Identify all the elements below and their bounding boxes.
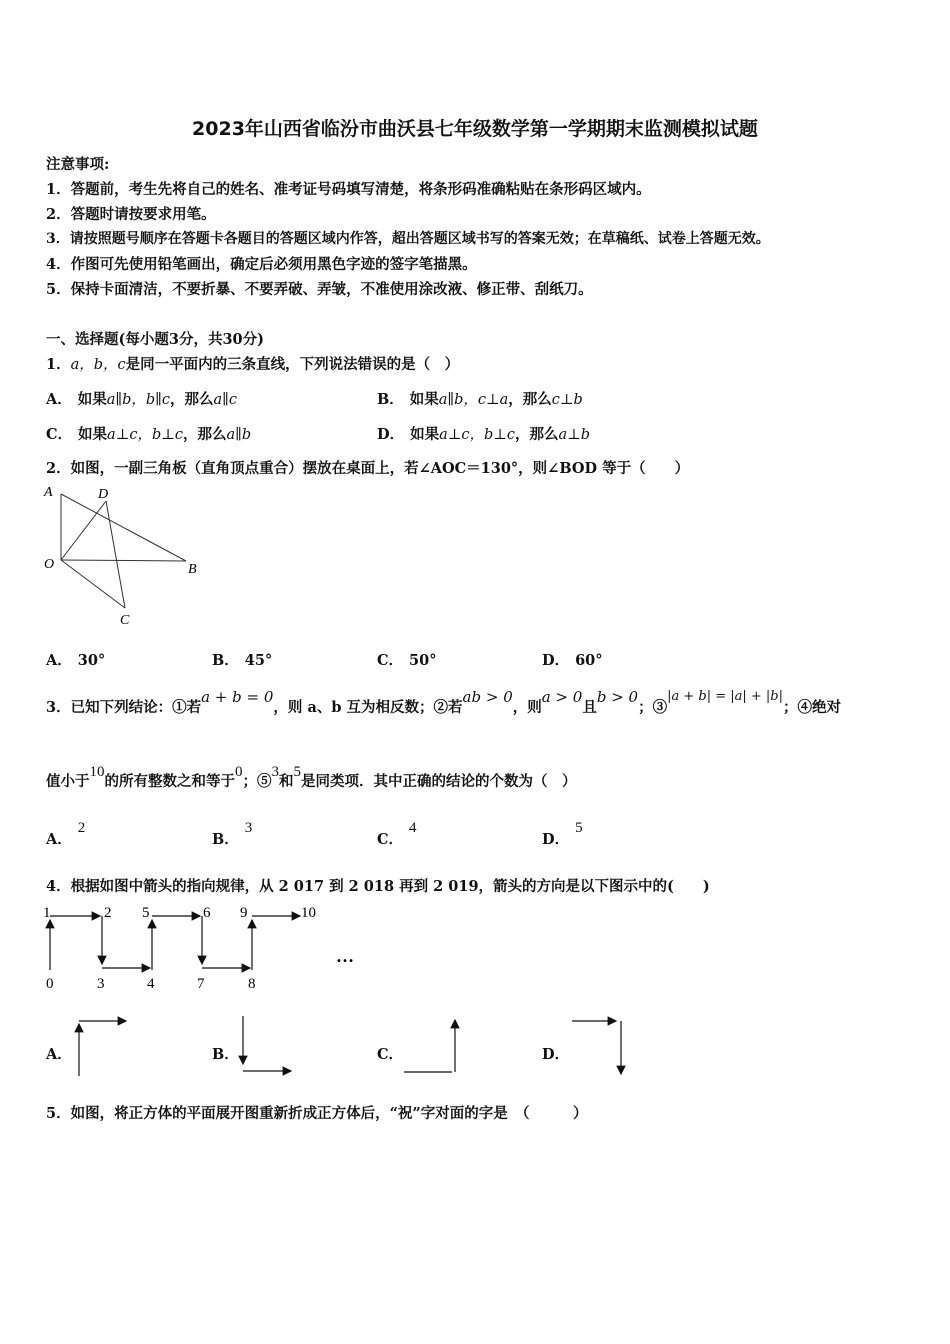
q1-text: 是同一平面内的三条直线，下列说法错误的是（ ）	[125, 356, 460, 373]
option-label: D．	[542, 652, 570, 669]
option-text: 如果	[409, 391, 439, 408]
q4-number: 5	[142, 905, 150, 921]
q3-text: 3．已知下列结论：①若	[46, 699, 202, 716]
q3-math: 5	[293, 764, 301, 780]
option-label: D．	[542, 1046, 570, 1063]
q4-option-c[interactable]	[377, 1043, 403, 1064]
q3-math: ab > 0	[462, 688, 513, 706]
option-text: 如果	[410, 426, 440, 443]
q1-option-a[interactable]	[46, 388, 237, 409]
q3-math: |a + b| = |a| + |b|	[667, 689, 783, 704]
option-text: ，那么	[508, 391, 552, 408]
question-3-stem-line2	[46, 764, 577, 791]
option-label: C．	[377, 1046, 404, 1063]
q4-number: 9	[240, 905, 248, 921]
q3-option-b[interactable]	[212, 820, 253, 849]
section-heading: 一、选择题(每小题3分，共30分)	[46, 331, 264, 348]
option-math: a∥c	[213, 392, 237, 408]
q2-option-c[interactable]	[377, 649, 436, 670]
option-label: C．	[46, 426, 73, 443]
option-math: a⊥b	[558, 427, 591, 443]
q4-option-a[interactable]	[46, 1043, 72, 1064]
q3-math: a > 0	[541, 688, 583, 706]
option-label: B．	[212, 831, 239, 848]
option-text: ，那么	[515, 426, 559, 443]
option-text: ，那么	[170, 391, 214, 408]
option-text: 30°	[77, 652, 106, 669]
option-text: 如果	[77, 391, 107, 408]
page-title: 2023年山西省临汾市曲沃县七年级数学第一学期期末监测模拟试题	[192, 118, 758, 140]
q2-triangle-figure	[40, 482, 220, 632]
q1-number: 1．	[46, 356, 71, 373]
option-label: A．	[46, 652, 72, 669]
option-text: ，那么	[183, 426, 227, 443]
question-5-stem: 5．如图，将正方体的平面展开图重新折成正方体后，“祝”字对面的字是 （ ）	[46, 1105, 588, 1122]
option-text: 如果	[78, 426, 108, 443]
q3-option-c[interactable]	[377, 820, 417, 849]
option-label: D．	[377, 426, 405, 443]
option-math: a∥b，c⊥a	[438, 392, 509, 408]
q3-math: a + b = 0	[201, 688, 274, 706]
question-2-stem: 2．如图，一副三角板（直角顶点重合）摆放在桌面上，若∠AOC＝130°，则∠BOD 等于（ ）	[46, 460, 690, 477]
point-label-o: O	[44, 557, 55, 572]
option-math: c⊥b	[551, 392, 583, 408]
question-3-stem-line1	[46, 688, 841, 717]
q3-text: 且	[582, 699, 597, 716]
q2-option-a[interactable]	[46, 649, 105, 670]
q4-number: 4	[147, 976, 155, 992]
q4-arrow-pattern-figure	[38, 898, 368, 998]
q4-ellipsis: …	[336, 946, 354, 966]
option-label: B．	[377, 391, 404, 408]
option-text: 45°	[244, 652, 273, 669]
option-text: 3	[244, 820, 253, 836]
q4-option-c-arrow-figure	[402, 1012, 466, 1078]
q4-option-b-arrow-figure	[235, 1014, 299, 1080]
option-label: C．	[377, 652, 404, 669]
option-math: a∥b	[226, 427, 252, 443]
notice-heading: 注意事项:	[46, 156, 110, 173]
option-math: a∥b，b∥c	[106, 392, 170, 408]
q3-option-a[interactable]	[46, 820, 86, 849]
notice-item: 5．保持卡面清洁，不要折暴、不要弄破、弄皱，不准使用涂改液、修正带、刮纸刀。	[46, 281, 593, 298]
option-label: B．	[212, 1046, 239, 1063]
q3-text: 值小于	[46, 773, 90, 790]
option-label: A．	[46, 831, 72, 848]
notice-item: 2．答题时请按要求用笔。	[46, 206, 216, 223]
q3-math: b > 0	[596, 688, 639, 706]
point-label-a: A	[44, 485, 53, 500]
q3-text: ；④绝对	[783, 699, 841, 716]
option-text: 5	[575, 820, 583, 836]
q3-text: 是同类项．其中正确的结论的个数为（ ）	[301, 773, 577, 790]
question-1-stem	[46, 353, 459, 374]
option-text: 50°	[409, 652, 437, 669]
q4-option-d[interactable]	[542, 1043, 569, 1064]
q4-number: 3	[97, 976, 105, 992]
q3-text: 的所有整数之和等于	[104, 773, 235, 790]
q2-option-b[interactable]	[212, 649, 272, 670]
option-label: A．	[46, 1046, 72, 1063]
option-label: D．	[542, 831, 570, 848]
q3-text: ，则 a、b 互为相反数；②若	[273, 699, 463, 716]
point-label-c: C	[120, 613, 130, 628]
q4-option-a-arrow-figure	[70, 1012, 134, 1080]
q4-number: 6	[203, 905, 211, 921]
option-text: 60°	[575, 652, 603, 669]
question-4-stem: 4．根据如图中箭头的指向规律，从 2 017 到 2 018 再到 2 019，箭头的方向是以下图示中的( )	[46, 878, 710, 895]
notice-item: 4．作图可先使用铅笔画出，确定后必须用黑色字迹的签字笔描黑。	[46, 256, 477, 273]
q4-number: 8	[248, 976, 256, 992]
q3-math: 0	[235, 764, 243, 780]
q3-text: 和	[279, 773, 294, 790]
q4-number: 2	[104, 905, 112, 921]
q4-number: 10	[301, 905, 316, 921]
option-math: a⊥c，b⊥c	[439, 427, 516, 443]
q1-variables: a，b，c	[70, 357, 126, 373]
option-text: 2	[77, 820, 86, 836]
q3-math: 10	[89, 764, 105, 780]
q3-math: 3	[271, 764, 279, 780]
option-math: a⊥c，b⊥c	[107, 427, 183, 443]
option-label: B．	[212, 652, 239, 669]
q3-option-d[interactable]	[542, 820, 583, 849]
q4-option-d-arrow-figure	[568, 1012, 632, 1080]
q1-option-b[interactable]	[377, 388, 583, 409]
q4-number: 0	[46, 976, 54, 992]
q3-text: ，则	[512, 699, 542, 716]
option-label: A．	[46, 391, 72, 408]
q1-option-d[interactable]	[377, 423, 590, 444]
q4-number: 1	[43, 905, 51, 921]
q4-number: 7	[197, 976, 205, 992]
q3-text: ；⑤	[242, 773, 272, 790]
point-label-d: D	[98, 487, 109, 502]
q3-text: ；③	[638, 699, 668, 716]
notice-item: 3．请按照题号顺序在答题卡各题目的答题区域内作答，超出答题区域书写的答案无效；在草稿纸、试卷上答题无效。	[46, 231, 770, 247]
notice-item: 1．答题前，考生先将自己的姓名、准考证号码填写清楚，将条形码准确粘贴在条形码区域内。	[46, 181, 651, 198]
option-label: C．	[377, 831, 404, 848]
q1-option-c[interactable]	[46, 423, 251, 444]
q2-option-d[interactable]	[542, 649, 603, 670]
point-label-b: B	[188, 562, 197, 577]
option-text: 4	[409, 820, 417, 836]
